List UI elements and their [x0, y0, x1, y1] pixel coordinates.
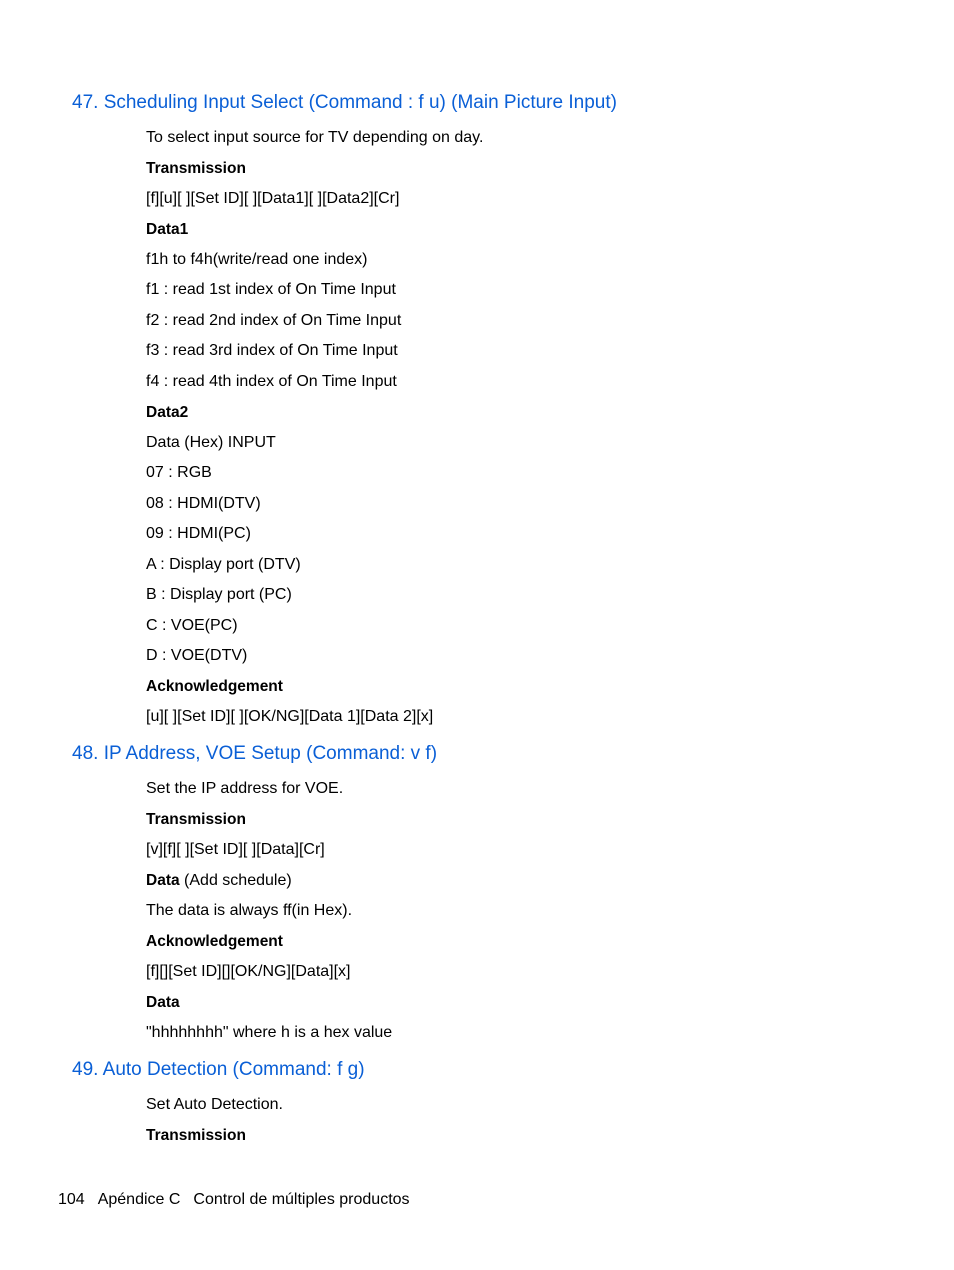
- body-text: [f][u][ ][Set ID][ ][Data1][ ][Data2][Cr]: [146, 190, 400, 207]
- inline-text: (Add schedule): [179, 872, 292, 889]
- subheading: Transmission: [146, 811, 246, 828]
- footer-chapter: Apéndice C: [97, 1191, 181, 1208]
- body-text: A : Display port (DTV): [146, 556, 301, 573]
- subheading: Acknowledgement: [146, 933, 283, 950]
- subheading: Acknowledgement: [146, 678, 283, 695]
- body-text: C : VOE(PC): [146, 617, 238, 634]
- section-48-heading: 48. IP Address, VOE Setup (Command: v f): [72, 743, 438, 764]
- body-text-mixed: [146, 871, 292, 891]
- body-text: Data (Hex) INPUT: [146, 434, 276, 451]
- body-text: The data is always ff(in Hex).: [146, 902, 353, 919]
- body-text: [v][f][ ][Set ID][ ][Data][Cr]: [146, 841, 325, 858]
- body-text: To select input source for TV depending on day.: [146, 129, 484, 146]
- section-47-heading: 47. Scheduling Input Select (Command : f u) (Main Picture Input): [72, 92, 617, 113]
- subheading: Transmission: [146, 160, 246, 177]
- body-text: [f][][Set ID][][OK/NG][Data][x]: [146, 963, 351, 980]
- subheading: Data: [146, 994, 180, 1011]
- body-text: 07 : RGB: [146, 464, 212, 481]
- subheading: Data1: [146, 221, 189, 238]
- page-footer: [58, 1190, 410, 1210]
- inline-bold-label: Data: [146, 872, 180, 889]
- page-number: 104: [58, 1191, 85, 1208]
- body-text: f1h to f4h(write/read one index): [146, 251, 368, 268]
- section-49-heading: 49. Auto Detection (Command: f g): [72, 1059, 365, 1080]
- body-text: f1 : read 1st index of On Time Input: [146, 281, 396, 298]
- subheading: Data2: [146, 404, 189, 421]
- body-text: "hhhhhhhh" where h is a hex value: [146, 1024, 393, 1041]
- subheading: Transmission: [146, 1127, 246, 1144]
- body-text: B : Display port (PC): [146, 586, 292, 603]
- body-text: f3 : read 3rd index of On Time Input: [146, 342, 398, 359]
- footer-title: Control de múltiples productos: [193, 1191, 410, 1208]
- body-text: Set Auto Detection.: [146, 1096, 283, 1113]
- body-text: 09 : HDMI(PC): [146, 525, 251, 542]
- body-text: f4 : read 4th index of On Time Input: [146, 373, 397, 390]
- body-text: Set the IP address for VOE.: [146, 780, 344, 797]
- body-text: D : VOE(DTV): [146, 647, 248, 664]
- body-text: 08 : HDMI(DTV): [146, 495, 261, 512]
- body-text: f2 : read 2nd index of On Time Input: [146, 312, 402, 329]
- body-text: [u][ ][Set ID][ ][OK/NG][Data 1][Data 2][x]: [146, 708, 434, 725]
